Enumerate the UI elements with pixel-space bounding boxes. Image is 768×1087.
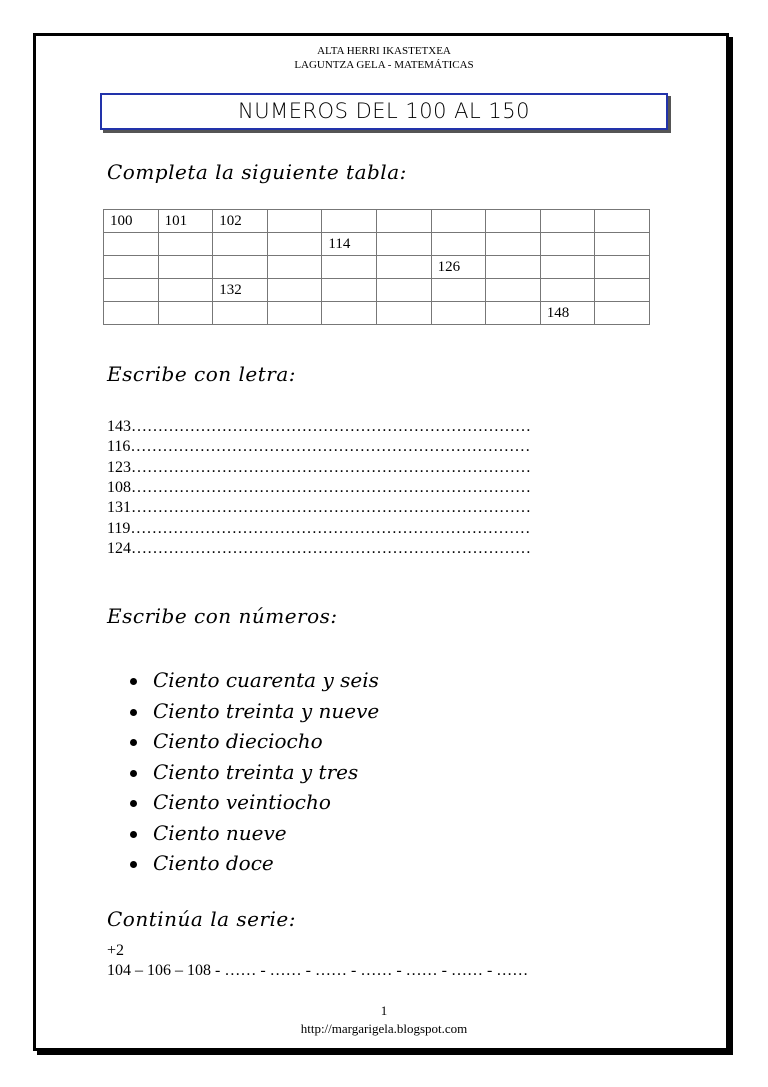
table-row (104, 279, 650, 302)
table-row (104, 256, 650, 279)
section2-heading: Escribe con letra: (107, 362, 296, 386)
write-line: 124………………………………………………………………… (107, 539, 531, 557)
bullet-icon (130, 739, 137, 746)
bullet-icon (130, 709, 137, 716)
list-item-text: Ciento cuarenta y seis (153, 668, 379, 692)
list-item (130, 787, 379, 818)
bullet-icon (130, 678, 137, 685)
list-item-text: Ciento treinta y nueve (153, 698, 380, 723)
table-cell (322, 302, 377, 325)
write-line: 119………………………………………………………………… (107, 519, 531, 537)
table-cell (158, 302, 213, 325)
number-words-list (130, 665, 379, 879)
series-sequence: 104 – 106 – 108 - …… - …… - …… - …… - …… - …… - …… (107, 962, 529, 979)
table-cell (158, 279, 213, 302)
table-cell (376, 233, 431, 256)
list-item (130, 726, 379, 757)
table-cell (595, 279, 650, 302)
table-cell (540, 279, 595, 302)
table-cell: 126 (431, 256, 486, 279)
footer-url: http://margarigela.blogspot.com (300, 1021, 468, 1036)
table-cell: 148 (540, 302, 595, 325)
table-cell (540, 233, 595, 256)
table-cell (540, 210, 595, 233)
bullet-icon (130, 800, 137, 807)
table-cell: 100 (104, 210, 159, 233)
write-line: 108………………………………………………………………… (107, 478, 531, 496)
section3-heading: Escribe con números: (107, 604, 338, 628)
bullet-icon (130, 861, 137, 868)
table-cell (158, 233, 213, 256)
list-item (130, 696, 379, 727)
table-cell (595, 256, 650, 279)
write-line: 123………………………………………………………………… (107, 458, 531, 476)
table-cell (104, 233, 159, 256)
table-cell (267, 256, 322, 279)
page-title: NUMEROS DEL 100 AL 150 (238, 99, 530, 123)
table-cell (267, 302, 322, 325)
table-cell (158, 256, 213, 279)
table-cell (213, 256, 268, 279)
bullet-icon (130, 770, 137, 777)
write-line: 116………………………………………………………………… (107, 438, 531, 456)
table-cell (376, 256, 431, 279)
table-cell (595, 233, 650, 256)
table-cell (595, 302, 650, 325)
list-item-text: Ciento nueve (153, 820, 287, 845)
table-row (104, 233, 650, 256)
table-row (104, 210, 650, 233)
table-cell (431, 302, 486, 325)
bullet-icon (130, 831, 137, 838)
series-step: +2 (107, 942, 125, 959)
number-table (103, 209, 650, 325)
section1-heading: Completa la siguiente tabla: (107, 160, 407, 184)
table-cell (104, 256, 159, 279)
table-cell (431, 233, 486, 256)
table-cell (267, 233, 322, 256)
table-cell (431, 279, 486, 302)
list-item-text: Ciento doce (153, 851, 274, 875)
list-item (130, 848, 379, 879)
title-box (100, 93, 668, 130)
table-cell (540, 256, 595, 279)
table-cell (376, 279, 431, 302)
list-item (130, 757, 379, 788)
table-cell (595, 210, 650, 233)
table-cell (486, 210, 541, 233)
table-cell (486, 302, 541, 325)
school-name: ALTA HERRI IKASTETXEA (317, 45, 451, 57)
table-cell (104, 279, 159, 302)
table-cell: 101 (158, 210, 213, 233)
table-cell (376, 210, 431, 233)
table-cell (213, 233, 268, 256)
table-cell (104, 302, 159, 325)
page-number: 1 (380, 1003, 388, 1018)
table-cell (486, 256, 541, 279)
list-item-text: Ciento dieciocho (153, 729, 323, 753)
write-line: 143………………………………………………………………… (107, 418, 531, 435)
write-line: 131………………………………………………………………… (107, 499, 531, 517)
table-cell (431, 210, 486, 233)
table-cell (322, 210, 377, 233)
list-item-text: Ciento veintiocho (153, 790, 331, 814)
section4-heading: Continúa la serie: (107, 907, 297, 931)
table-cell: 102 (213, 210, 268, 233)
table-cell (486, 233, 541, 256)
table-cell (322, 279, 377, 302)
table-cell: 132 (213, 279, 268, 302)
list-item (130, 665, 379, 696)
table-cell (376, 302, 431, 325)
list-item (130, 818, 379, 849)
table-cell (267, 210, 322, 233)
table-cell (322, 256, 377, 279)
table-cell (267, 279, 322, 302)
header-subtitle: LAGUNTZA GELA - MATEMÁTICAS (294, 59, 474, 71)
list-item-text: Ciento treinta y tres (153, 759, 359, 784)
table-cell (486, 279, 541, 302)
table-row (104, 302, 650, 325)
table-cell (213, 302, 268, 325)
table-cell: 114 (322, 233, 377, 256)
